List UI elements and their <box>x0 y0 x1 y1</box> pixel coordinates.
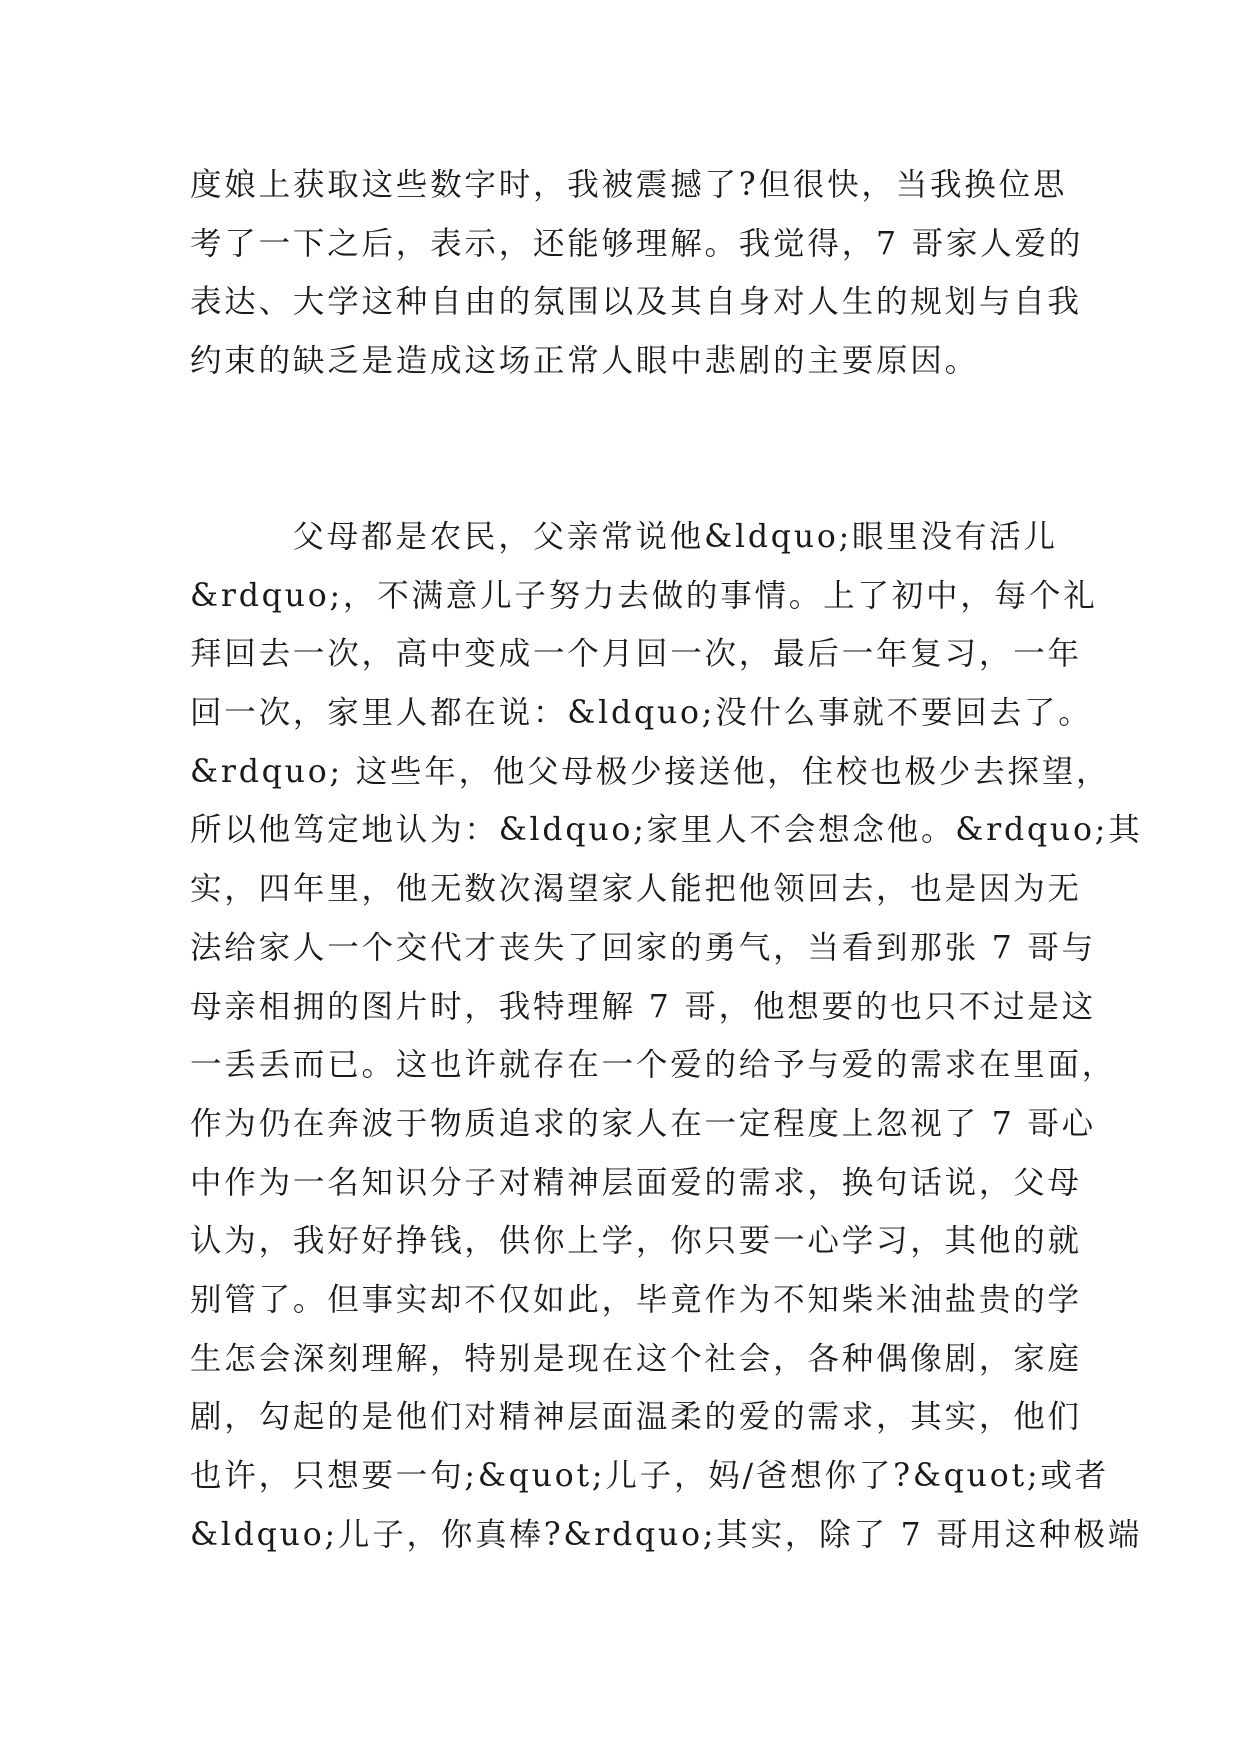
text-line: 作为仍在奔波于物质追求的家人在一定程度上忽视了 7 哥心 <box>190 1105 1096 1142</box>
paragraph-2 <box>190 508 1190 1682</box>
text-line: 拜回去一次，高中变成一个月回一次，最后一年复习，一年 <box>190 636 1082 673</box>
paragraph-1 <box>190 156 1190 391</box>
text-line: 中作为一名知识分子对精神层面爱的需求，换句话说，父母 <box>190 1164 1082 1201</box>
text-line: 度娘上获取这些数字时，我被震撼了?但很快，当我换位思 <box>190 167 1068 203</box>
text-line: 父母都是农民，父亲常说他&ldquo;眼里没有活儿 <box>190 519 1058 555</box>
text-line: 一丢丢而已。这也许就存在一个爱的给予与爱的需求在里面， <box>190 1047 1117 1084</box>
text-line: 回一次，家里人都在说：&ldquo;没什么事就不要回去了。 <box>190 695 1093 732</box>
text-line: &rdquo; 这些年，他父母极少接送他，住校也极少去探望， <box>190 753 1111 790</box>
text-line: 实，四年里，他无数次渴望家人能把他领回去，也是因为无 <box>190 871 1082 908</box>
text-line: 剧，勾起的是他们对精神层面温柔的爱的需求，其实，他们 <box>190 1399 1082 1436</box>
text-line <box>190 1564 1190 1623</box>
text-line: 别管了。但事实却不仅如此，毕竟作为不知柴米油盐贵的学 <box>190 1281 1082 1318</box>
text-line: 法给家人一个交代才丧失了回家的勇气，当看到那张 7 哥与 <box>190 929 1096 966</box>
text-line: 约束的缺乏是造成这场正常人眼中悲剧的主要原因。 <box>190 343 979 380</box>
text-line: 生怎会深刻理解，特别是现在这个社会，各种偶像剧，家庭 <box>190 1340 1082 1377</box>
text-line: &rdquo;，不满意儿子努力去做的事情。上了初中，每个礼 <box>190 577 1098 614</box>
text-line: 表达、大学这种自由的氛围以及其自身对人生的规划与自我 <box>190 284 1082 321</box>
text-line: 认为，我好好挣钱，供你上学，你只要一心学习，其他的就 <box>190 1223 1082 1260</box>
text-line: 所以他笃定地认为：&ldquo;家里人不会想念他。&rdquo;其 <box>190 812 1143 849</box>
text-line <box>190 1623 1190 1682</box>
text-line: &ldquo;儿子，你真棒?&rdquo;其实，除了 7 哥用这种极端 <box>190 1516 1143 1553</box>
text-line: 考了一下之后，表示，还能够理解。我觉得，7 哥家人爱的 <box>190 225 1084 262</box>
text-line: 母亲相拥的图片时，我特理解 7 哥，他想要的也只不过是这 <box>190 988 1096 1025</box>
text-line: 也许，只想要一句;&quot;儿子，妈/爸想你了?&quot;或者 <box>190 1458 1109 1494</box>
